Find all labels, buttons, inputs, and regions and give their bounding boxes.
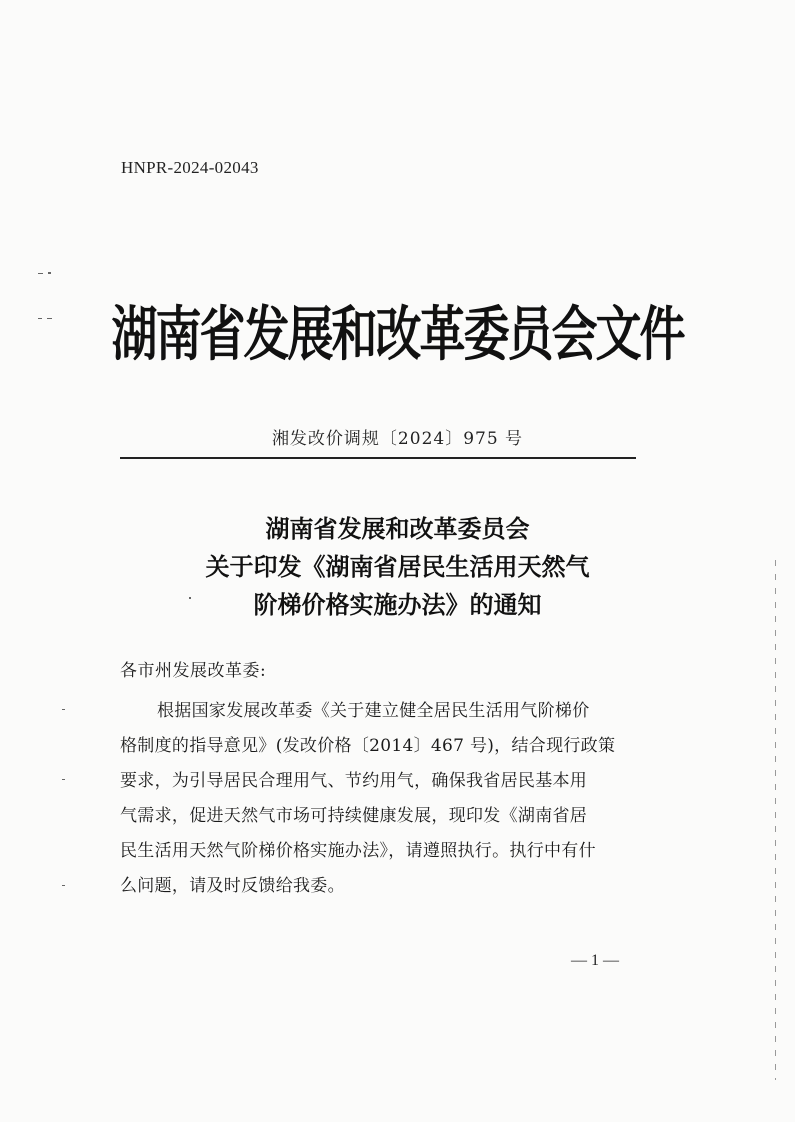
page-number: — 1 — — [571, 952, 619, 969]
body-line: 民生活用天然气阶梯价格实施办法》，请遵照执行。执行中有什 — [120, 841, 596, 861]
issuer-header: 湖南省发展和改革委员会文件 — [111, 299, 684, 369]
scan-edge-line — [775, 560, 776, 1080]
scan-speck — [48, 272, 51, 274]
title-line: 阶梯价格实施办法》的通知 — [253, 590, 542, 619]
body-paragraph — [120, 694, 640, 904]
salutation: 各市州发展改革委: — [120, 661, 267, 681]
scan-speck — [47, 318, 52, 319]
scan-speck — [62, 779, 65, 780]
document-title — [0, 510, 795, 624]
body-line: 么问题，请及时反馈给我委。 — [120, 876, 345, 896]
scan-speck — [62, 709, 65, 710]
document-code: HNPR-2024-02043 — [121, 158, 259, 177]
scan-speck — [189, 597, 191, 599]
body-line: 气需求，促进天然气市场可持续健康发展，现印发《湖南省居 — [120, 806, 588, 826]
body-line: 格制度的指导意见》(发改价格〔2014〕467 号)，结合现行政策 — [120, 736, 616, 756]
header-divider — [120, 457, 636, 459]
body-line: 根据国家发展改革委《关于建立健全居民生活用气阶梯价 — [157, 701, 590, 721]
scan-speck — [62, 885, 65, 886]
title-line: 湖南省发展和改革委员会 — [265, 514, 530, 543]
scan-speck — [38, 318, 42, 319]
scan-speck — [38, 273, 43, 274]
body-line: 要求，为引导居民合理用气、节约用气，确保我省居民基本用 — [120, 771, 588, 791]
title-line: 关于印发《湖南省居民生活用天然气 — [205, 552, 590, 581]
document-number: 湘发改价调规〔2024〕975 号 — [271, 429, 524, 449]
